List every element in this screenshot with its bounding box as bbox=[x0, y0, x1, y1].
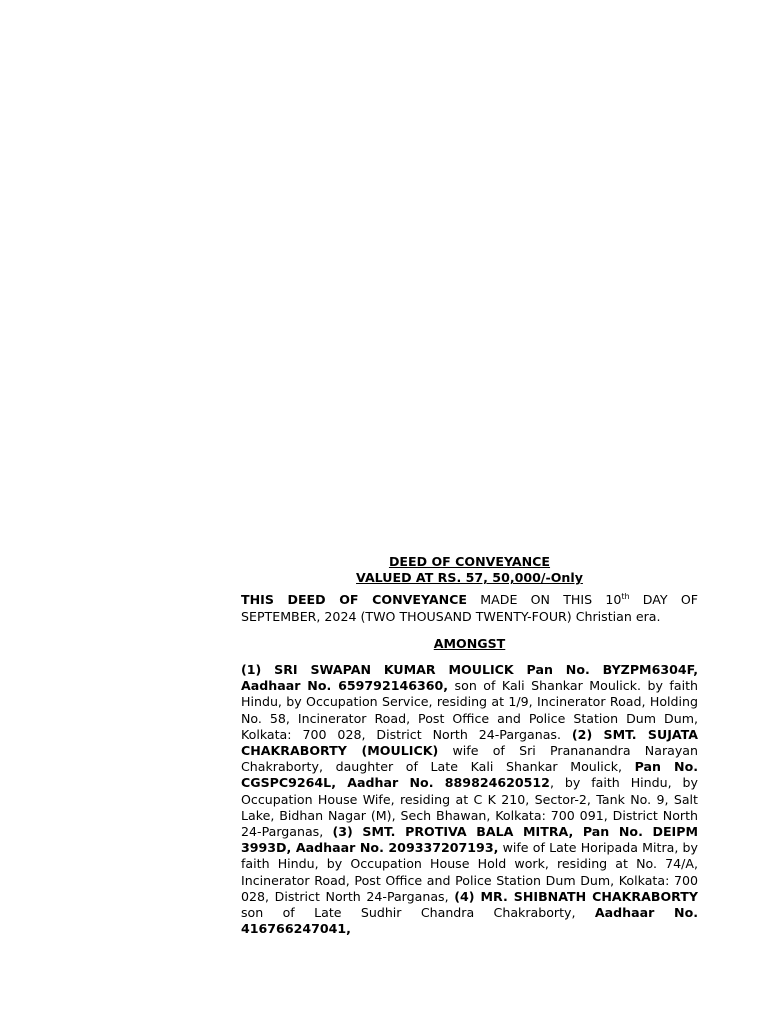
deed-valuation: VALUED AT RS. 57, 50,000/-Only bbox=[356, 570, 583, 586]
party-2-ids: Pan No. CGSPC9264L, Aadhar No. 889824620512 bbox=[241, 759, 699, 791]
deed-title: DEED OF CONVEYANCE bbox=[388, 554, 551, 569]
party-3-name: (3) SMT. PROTIVA BALA MITRA, Pan No. DEIPM 3993D, Aadhaar No. 209337207193, bbox=[241, 824, 698, 856]
intro-made-on: MADE ON THIS 10 bbox=[467, 592, 622, 608]
party-2-details: wife of Sri Prananandra Narayan Chakraborty, daughter of Late Kali Shankar Moulick, bbox=[241, 743, 698, 775]
party-3-details: wife of Late Horipada Mitra, by faith Hindu, by Occupation House Hold work, residing at No. 74/A, Incinerator Road, Post Office and Police Station Dum Dum, Kolkata: 700 028, District North 24-Parganas, bbox=[241, 840, 699, 904]
intro-rest: DAY OF SEPTEMBER, 2024 (TWO THOUSAND TWENTY-FOUR) Christian era. bbox=[241, 592, 698, 624]
party-1-details: son of Kali Shankar Moulick. by faith Hindu, by Occupation Service, residing at 1/9, Incinerator Road, Holding No. 58, Incinerator Road, Post Office and Police Station Dum Dum, Kolkata: 700 028, District North 24-Parganas. bbox=[241, 678, 698, 742]
party-1-name: (1) SRI SWAPAN KUMAR MOULICK Pan No. BYZPM6304F, Aadhaar No. 659792146360, bbox=[241, 662, 698, 694]
deed-content bbox=[241, 554, 698, 937]
intro-day-suffix: th bbox=[621, 592, 630, 602]
intro-lead: THIS DEED OF CONVEYANCE bbox=[241, 592, 468, 608]
amongst-heading: AMONGST bbox=[433, 635, 506, 651]
party-2-name: (2) SMT. SUJATA CHAKRABORTY (MOULICK) bbox=[241, 726, 699, 759]
party-2-details-cont: , by faith Hindu, by Occupation House Wife, residing at C K 210, Sector-2, Tank No. 9, Salt Lake, Bidhan Nagar (M), Sech Bhawan, Kolkata: 700 091, District North 24-Parganas, bbox=[241, 775, 698, 840]
deed-intro-paragraph bbox=[241, 592, 698, 624]
parties-paragraph bbox=[241, 662, 698, 937]
party-4-name: (4) MR. SHIBNATH CHAKRABORTY bbox=[454, 888, 698, 904]
party-4-details: son of Late Sudhir Chandra Chakraborty, bbox=[241, 905, 595, 921]
party-4-ids: Aadhaar No. 416766247041, bbox=[241, 905, 698, 937]
